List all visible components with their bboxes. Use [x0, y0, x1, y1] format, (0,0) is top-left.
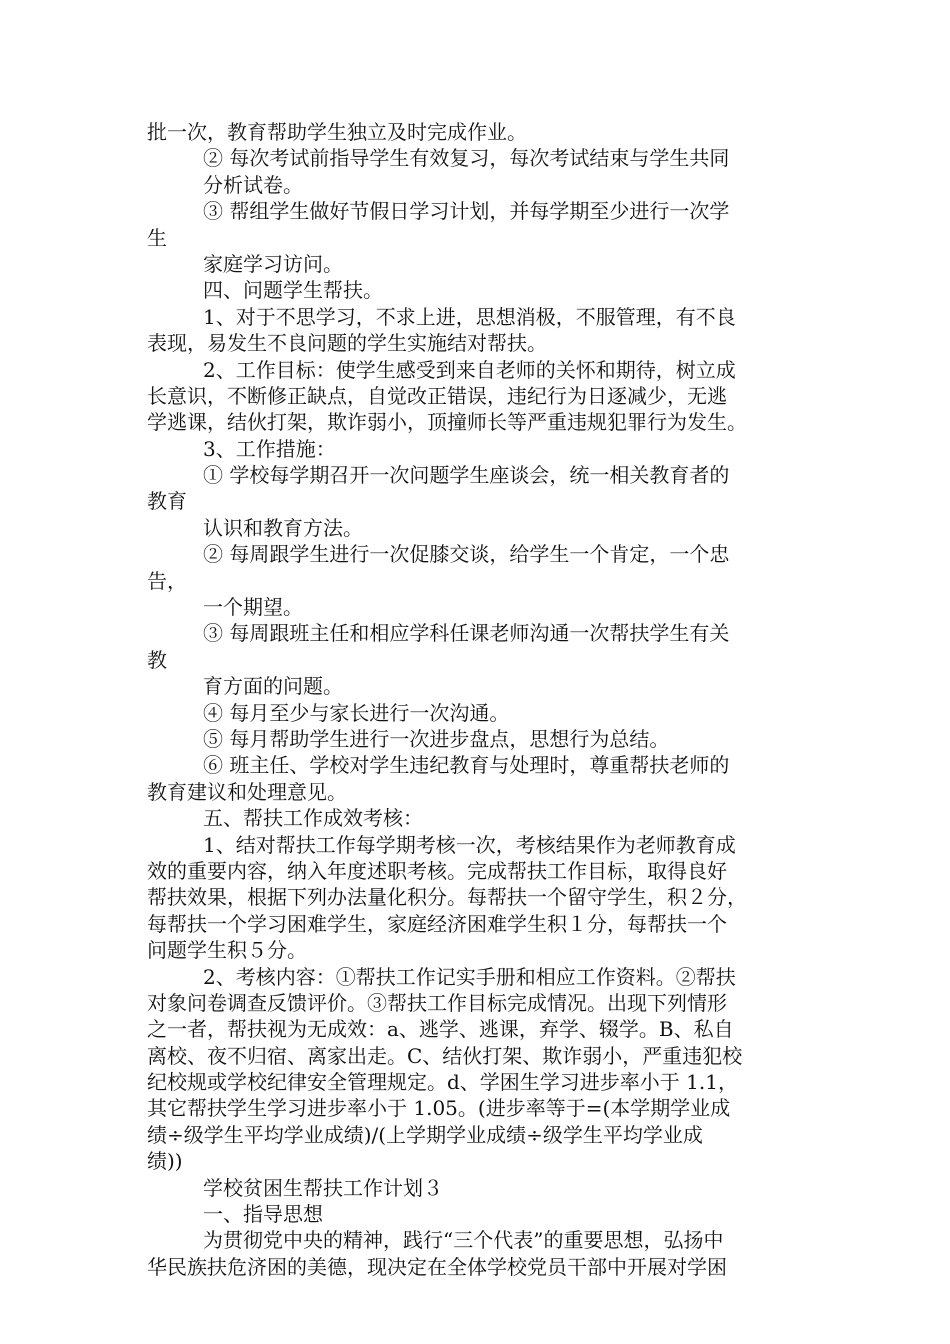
text-line: ② 每次考试前指导学生有效复习，每次考试结束与学生共同: [203, 146, 730, 171]
text-line: 离校、夜不归宿、离家出走。C、结伙打架、欺诈弱小，严重违犯校: [147, 1043, 743, 1068]
text-line: ④ 每月至少与家长进行一次沟通。: [203, 700, 510, 725]
text-line: 问题学生积５分。: [147, 938, 307, 963]
text-line: 2、考核内容：①帮扶工作记实手册和相应工作资料。②帮扶: [203, 964, 736, 989]
text-line: 生: [147, 225, 167, 250]
text-line: ⑥ 班主任、学校对学生违纪教育与处理时，尊重帮扶老师的: [203, 753, 730, 778]
document-body: [147, 119, 817, 1280]
text-line: 1、结对帮扶工作每学期考核一次，考核结果作为老师教育成: [203, 832, 736, 857]
text-line: 效的重要内容，纳入年度述职考核。完成帮扶工作目标，取得良好: [147, 858, 727, 883]
text-line: 育方面的问题。: [203, 674, 343, 699]
text-line: 绩÷级学生平均学业成绩)/(上学期学业成绩÷级学生平均学业成: [147, 1122, 703, 1147]
text-line: 对象问卷调查反馈评价。③帮扶工作目标完成情况。出现下列情形: [147, 990, 727, 1015]
text-line: 每帮扶一个学习困难学生，家庭经济困难学生积１分，每帮扶一个: [147, 911, 727, 936]
text-line: 之一者，帮扶视为无成效：a、逃学、逃课，弃学、辍学。B、私自: [147, 1017, 734, 1042]
text-line: 学校贫困生帮扶工作计划３: [203, 1175, 443, 1200]
text-line: 学逃课，结伙打架，欺诈弱小，顶撞师长等严重违规犯罪行为发生。: [147, 410, 747, 435]
text-line: ② 每周跟学生进行一次促膝交谈，给学生一个肯定，一个忠: [203, 542, 730, 567]
text-line: 分析试卷。: [203, 172, 303, 197]
text-line: 认识和教育方法。: [203, 515, 363, 540]
text-line: 其它帮扶学生学习进步率小于 1.05。(进步率等于=(本学期学业成: [147, 1096, 731, 1121]
text-line: 教育建议和处理意见。: [147, 779, 347, 804]
text-line: 2、工作目标：使学生感受到来自老师的关怀和期待，树立成: [203, 357, 736, 382]
text-line: 华民族扶危济困的美德，现决定在全体学校党员干部中开展对学困: [147, 1254, 727, 1279]
text-line: 3、工作措施：: [203, 436, 336, 461]
text-line: 批一次，教育帮助学生独立及时完成作业。: [147, 120, 527, 144]
text-line: ⑤ 每月帮助学生进行一次进步盘点，思想行为总结。: [203, 726, 670, 751]
text-line: 长意识，不断修正缺点，自觉改正错误，违纪行为日逐减少，无逃: [147, 383, 727, 408]
text-line: ① 学校每学期召开一次问题学生座谈会，统一相关教育者的: [203, 463, 730, 488]
text-line: 四、问题学生帮扶。: [203, 278, 383, 303]
text-line: 纪校规或学校纪律安全管理规定。d、学困生学习进步率小于 1.1，: [147, 1070, 738, 1095]
text-line: 五、帮扶工作成效考核：: [203, 806, 423, 831]
text-line: 告，: [147, 568, 187, 593]
text-line: 一个期望。: [203, 595, 303, 620]
text-line: ③ 每周跟班主任和相应学科任课老师沟通一次帮扶学生有关: [203, 621, 730, 646]
text-line: 1、对于不思学习，不求上进，思想消极，不服管理，有不良: [203, 304, 736, 329]
text-line: 帮扶效果，根据下列办法量化积分。每帮扶一个留守学生，积２分，: [147, 885, 747, 910]
text-line: 为贯彻党中央的精神，践行“三个代表”的重要思想，弘扬中: [203, 1228, 724, 1253]
text-line: 家庭学习访问。: [203, 251, 343, 276]
text-line: 教育: [147, 489, 187, 514]
text-line: ③ 帮组学生做好节假日学习计划，并每学期至少进行一次学: [203, 199, 730, 224]
text-line: 一、指导思想: [203, 1202, 323, 1227]
text-line: 绩)): [147, 1149, 183, 1174]
text-line: 教: [147, 647, 167, 672]
text-line: 表现，易发生不良问题的学生实施结对帮扶。: [147, 331, 547, 356]
